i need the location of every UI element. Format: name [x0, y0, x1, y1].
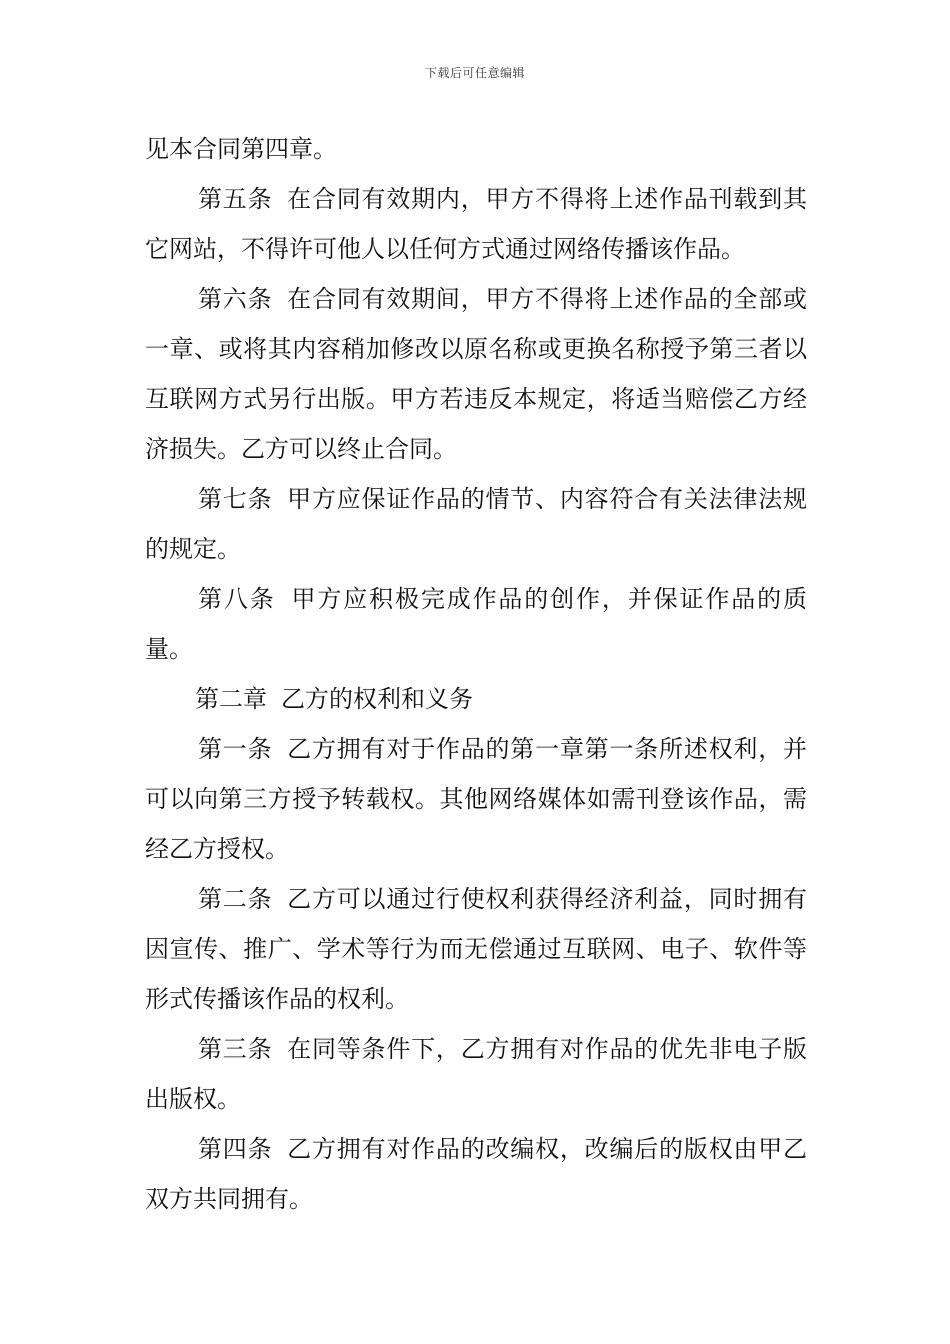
article-5 — [145, 174, 807, 274]
article-text: 在同等条件下，乙方拥有对作品的优先非电子版出版权。 — [145, 1035, 807, 1113]
article-3 — [145, 1024, 807, 1124]
article-text: 乙方可以通过行使权利获得经济利益，同时拥有因宣传、推广、学术等行为而无偿通过互联网、电子、软件等形式传播该作品的权利。 — [145, 885, 807, 1013]
article-heading: 第五条 — [198, 185, 273, 213]
article-7 — [145, 474, 807, 574]
article-heading: 第一条 — [198, 735, 273, 763]
article-heading: 第三条 — [198, 1035, 273, 1063]
article-6 — [145, 274, 807, 474]
article-text: 甲方应积极完成作品的创作，并保证作品的质量。 — [145, 585, 807, 663]
article-4 — [145, 1124, 807, 1224]
paragraph-text: 见本合同第四章。 — [145, 135, 337, 163]
document-body — [145, 124, 807, 1224]
article-heading: 第二条 — [198, 885, 273, 913]
article-8 — [145, 574, 807, 674]
article-text: 甲方应保证作品的情节、内容符合有关法律法规的规定。 — [145, 485, 807, 563]
article-text: 在合同有效期内，甲方不得将上述作品刊载到其它网站，不得许可他人以任何方式通过网络传播该作品。 — [145, 185, 807, 263]
page-header: 下载后可任意编辑 — [424, 66, 525, 80]
article-heading: 第八条 — [198, 585, 276, 613]
article-text: 乙方拥有对于作品的第一章第一条所述权利，并可以向第三方授予转载权。其他网络媒体如需刊登该作品，需经乙方授权。 — [145, 735, 807, 863]
article-text: 在合同有效期间，甲方不得将上述作品的全部或一章、或将其内容稍加修改以原名称或更换名称授予第三者以互联网方式另行出版。甲方若违反本规定，将适当赔偿乙方经济损失。乙方可以终止合同。 — [145, 285, 807, 463]
paragraph-continuation — [145, 124, 807, 174]
article-heading: 第四条 — [198, 1135, 273, 1163]
chapter-title: 乙方的权利和义务 — [281, 685, 473, 713]
chapter-2-heading — [145, 674, 807, 724]
chapter-number: 第二章 — [195, 685, 267, 713]
article-heading: 第七条 — [198, 485, 273, 513]
article-text: 乙方拥有对作品的改编权，改编后的版权由甲乙双方共同拥有。 — [145, 1135, 807, 1213]
article-2 — [145, 874, 807, 1024]
article-heading: 第六条 — [198, 285, 273, 313]
article-1 — [145, 724, 807, 874]
